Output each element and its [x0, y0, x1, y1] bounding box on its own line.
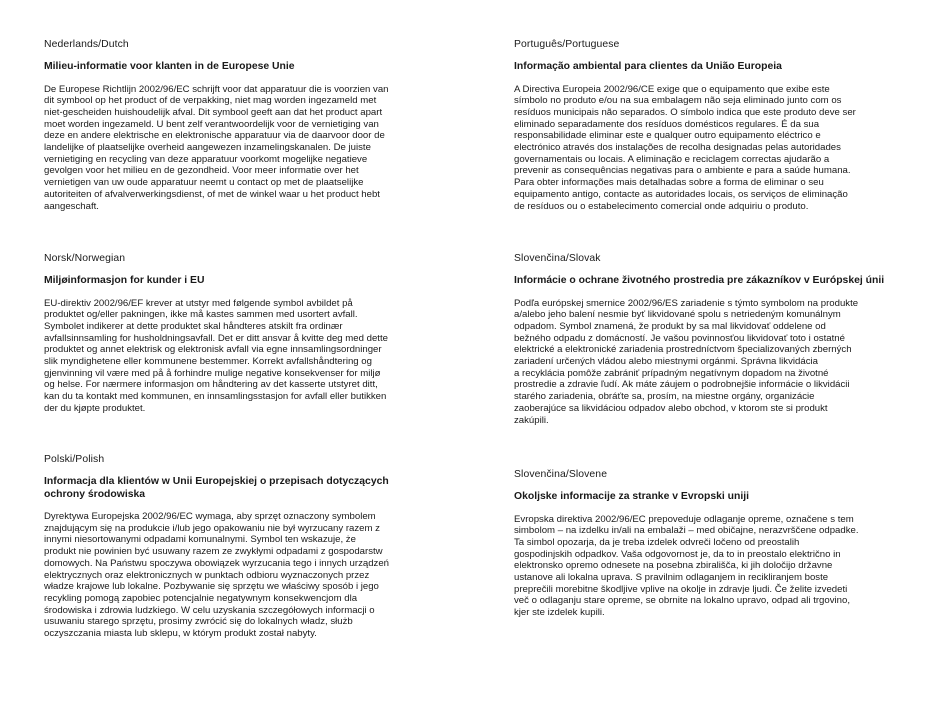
section-title: Okoljske informacije za stranke v Evropski uniji: [514, 491, 750, 502]
language-label: Norsk/Norwegian: [44, 253, 126, 264]
section-body: Evropska direktiva 2002/96/EC prepoveduje odlaganje opreme, označene s tem simbolom – na izdelku in/ali na embalaži – med običajne, nerazvrščene odpadke. Ta simbol opozarja, da je treba izdelek odvreči ločeno od preostalih gospodinjskih odpadkov. Vaša odgovornost je, da to in preostalo električno in elektronsko opremo odnesete na posebna zbirališča, ki jih določijo državne ustanove ali lokalna uprava. S pravilnim odlaganjem in recikliranjem boste preprečili morebitne škodljive vplive na okolje in zdravje ljudi. Če želite izvedeti več o odlaganju stare opreme, se obrnite na lokalno upravo, odpad ali trgovino, kjer ste izdelek kupili.: [514, 513, 859, 619]
language-label: Slovenčina/Slovene: [514, 469, 608, 480]
section-portuguese: [514, 38, 934, 212]
section-title: Miljøinformasjon for kunder i EU: [44, 275, 205, 286]
section-title: Informácie o ochrane životného prostredia pre zákazníkov v Európskej únii: [514, 275, 885, 286]
section-body: De Europese Richtlijn 2002/96/EC schrijft voor dat apparatuur die is voorzien van dit symbool op het product of de verpakking, niet mag worden ingezameld met niet-gescheiden huishoudelijk afval. Dit symbool geeft aan dat het product apart moet worden ingezameld. U bent zelf verantwoordelijk voor de vernietiging van deze en andere elektrische en elektronische apparatuur via de daarvoor door de landelijke of plaatselijke overheid aangewezen inzamelingskanalen. De juiste vernietiging en recycling van deze apparatuur voorkomt mogelijke negatieve gevolgen voor het milieu en de gezondheid. Voor meer informatie over het vernietigen van uw oude apparatuur neemt u contact op met de plaatselijke autoriteiten of afvalverwerkingsdienst, of met de winkel waar u het product hebt aangeschaft.: [44, 83, 389, 212]
section-title: Informacja dla klientów w Unii Europejskiej o przepisach dotyczących ochrony środowiska: [44, 476, 389, 500]
language-label: Polski/Polish: [44, 454, 105, 465]
section-title: Milieu-informatie voor klanten in de Europese Unie: [44, 61, 295, 72]
section-slovene: [514, 468, 934, 619]
section-dutch: [44, 38, 464, 212]
section-title: Informação ambiental para clientes da União Europeia: [514, 61, 782, 72]
language-label: Português/Portuguese: [514, 39, 620, 50]
section-norwegian: [44, 252, 464, 415]
section-body: Dyrektywa Europejska 2002/96/EC wymaga, aby sprzęt oznaczony symbolem znajdującym się na produkcie i/lub jego opakowaniu nie był wyrzucany razem z innymi niesortowanymi odpadami komunalnymi. Symbol ten wskazuje, że produkt nie powinien być usuwany razem ze zwykłymi odpadami z gospodarstw domowych. Na Państwu spoczywa obowiązek wyrzucania tego i innych urządzeń elektrycznych oraz elektronicznych w punktach odbioru wyznaczonych przez władze krajowe lub lokalne. Pozbywanie się sprzętu we właściwy sposób i jego recykling pomogą zapobiec potencjalnie negatywnym konsekwencjom dla środowiska i zdrowia ludzkiego. W celu uzyskania szczegółowych informacji o usuwaniu starego sprzętu, prosimy zwrócić się do lokalnych władz, służb oczyszczania miasta lub sklepu, w którym produkt został nabyty.: [44, 511, 390, 640]
section-slovak: [514, 252, 934, 426]
language-label: Nederlands/Dutch: [44, 39, 129, 50]
section-body: EU-direktiv 2002/96/EF krever at utstyr med følgende symbol avbildet på produktet og/eller pakningen, ikke må kastes sammen med usortert avfall. Symbolet indikerer at dette produktet skal håndteres atskilt fra ordinær avfallsinnsamling for husholdningsavfall. Det er ditt ansvar å kvitte deg med dette produktet og annet elektrisk og elektronisk avfall via egne innsamlingsordninger slik myndighetene eller kommunene bestemmer. Korrekt avfallshåndtering og gjenvinning vil være med på å forhindre mulige negative konsekvenser for miljø og helse. For nærmere informasjon om håndtering av det kasserte utstyret ditt, kan du ta kontakt med kommunen, en innsamlingsstasjon for avfall eller butikken der du kjøpte produktet.: [44, 297, 388, 414]
section-body: A Directiva Europeia 2002/96/CE exige que o equipamento que exibe este símbolo no produto e/ou na sua embalagem não seja eliminado junto com os resíduos municipais não separados. O símbolo indica que este produto deve ser eliminado separadamente dos resíduos domésticos regulares. É da sua responsabilidade eliminar este e qualquer outro equipamento eléctrico e electrónico através dos instalações de recolha designadas pelas autoridades governamentais ou locais. A eliminação e reciclagem correctas ajudarão a prevenir as consequências negativas para o ambiente e para a saúde humana. Para obter informações mais detalhadas sobre a forma de eliminar o seu equipamento antigo, contacte as autoridades locais, os serviços de eliminação de resíduos ou o estabelecimento comercial onde adquiriu o produto.: [514, 83, 856, 212]
language-label: Slovenčina/Slovak: [514, 253, 601, 264]
section-polish: [44, 453, 464, 640]
section-body: Podľa európskej smernice 2002/96/ES zariadenie s týmto symbolom na produkte a/alebo jeho balení nesmie byť likvidované spolu s netriedeným komunálnym odpadom. Symbol znamená, že produkt by sa mal likvidovať oddelene od bežného odpadu z domácností. Je vašou povinnosťou likvidovať toto i ostatné elektrické a elektronické zariadenia prostredníctvom špecializovaných zberných zariadení určených vládou alebo miestnymi orgánmi. Správna likvidácia a recyklácia pomôže zabrániť prípadným negatívnym dopadom na životné prostredie a zdravie ľudí. Ak máte záujem o podrobnejšie informácie o likvidácii starého zariadenia, obráťte sa, prosím, na miestne orgány, organizácie zaoberajúce sa likvidáciou odpadov alebo obchod, v ktorom ste si produkt zakúpili.: [514, 297, 859, 426]
